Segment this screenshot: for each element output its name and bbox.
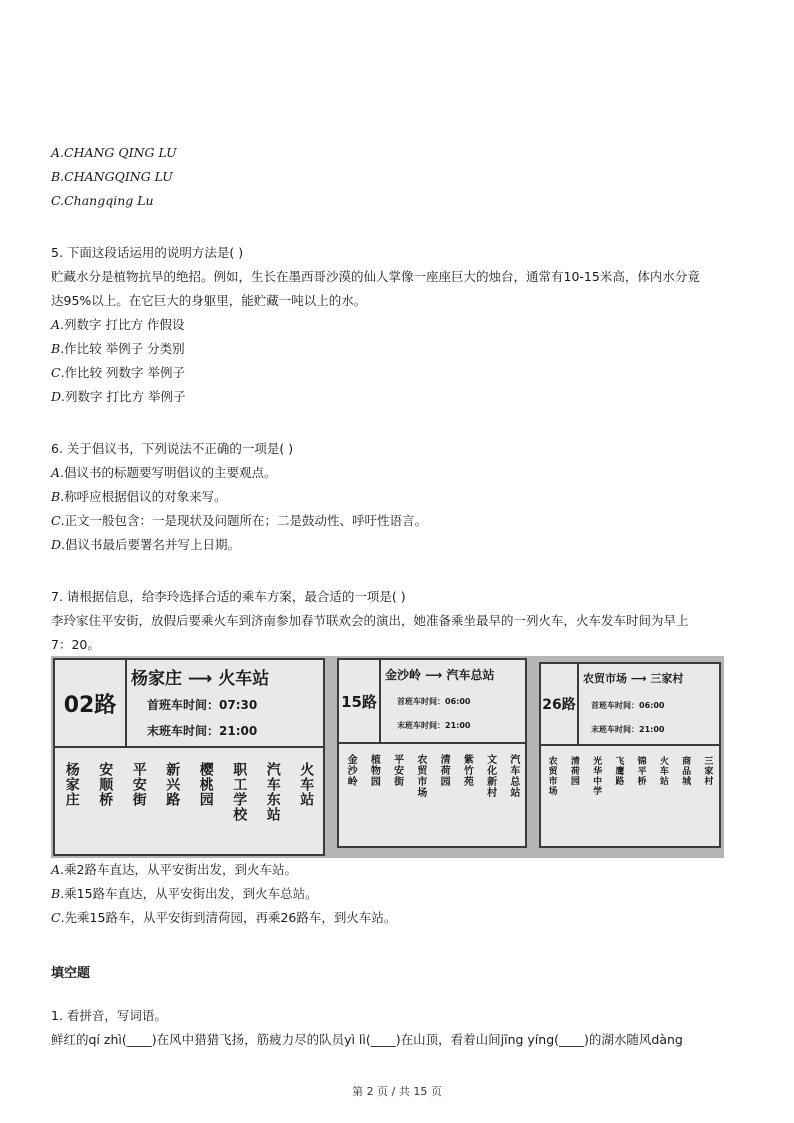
q5-option-b[interactable]: B.作比较 举例子 分类别	[51, 341, 185, 356]
q7-stem: 7. 请根据信息，给李玲选择合适的乘车方案，最合适的一项是( )	[51, 589, 406, 604]
bus-sign-number: 02路	[55, 660, 127, 746]
bus-sign-last-time: 末班车时间：21:00	[397, 721, 471, 730]
q5-passage-line-1: 贮藏水分是植物抗旱的绝招。例如，生长在墨西哥沙漠的仙人掌像一座座巨大的烛台，通常有10-15米高，体内水分竟	[51, 269, 700, 284]
bus-sign-stops	[339, 744, 525, 846]
fill-q1-stem: 1. 看拼音，写词语。	[51, 1008, 167, 1023]
prev-option-a: A.CHANG QING LU	[51, 145, 177, 160]
q6-option-a[interactable]: A.倡议书的标题要写明倡议的主要观点。	[51, 465, 277, 480]
bus-sign-route: 金沙岭 ⟶ 汽车总站	[385, 668, 495, 682]
bus-sign-route: 杨家庄 ⟶ 火车站	[131, 669, 270, 689]
stop-item: 文化新村	[484, 754, 496, 798]
stop-item: 锦平桥	[635, 756, 646, 786]
q7-passage-line-1: 李玲家住平安街，放假后要乘火车到济南参加春节联欢会的演出，她准备乘坐最早的一列火车，火车发车时间为早上	[51, 613, 689, 628]
stop-item: 樱桃园	[197, 762, 214, 807]
q6-stem: 6. 关于倡议书，下列说法不正确的一项是( )	[51, 441, 294, 456]
q5-option-a[interactable]: A.列数字 打比方 作假设	[51, 317, 185, 332]
stop-item: 新兴路	[164, 762, 181, 807]
stop-item: 农贸市场	[414, 754, 426, 798]
fill-q1-line: 鲜红的qí zhì(____)在风中猎猎飞扬，筋疲力尽的队员yì lì(____)在山顶，看着山间jīng yíng(____)的湖水随风dàng	[51, 1032, 683, 1047]
stop-item: 火车站	[657, 756, 668, 786]
stop-item: 汽车东站	[264, 762, 281, 822]
bus-sign-route: 农贸市场 ⟶ 三家村	[583, 672, 684, 685]
bus-sign-last-time: 末班车时间：21:00	[147, 724, 258, 738]
stop-item: 三家村	[702, 756, 713, 786]
bus-sign-stops	[541, 746, 719, 846]
q5-stem: 5. 下面这段话运用的说明方法是( )	[51, 245, 244, 260]
prev-option-c: C.Changqing Lu	[51, 193, 154, 208]
bus-route-signs-image	[51, 656, 724, 858]
q7-option-a[interactable]: A.乘2路车直达，从平安街出发，到火车站。	[51, 862, 297, 877]
q5-passage-line-2: 达95%以上。在它巨大的身躯里，能贮藏一吨以上的水。	[51, 293, 367, 308]
bus-sign-15	[337, 658, 527, 848]
bus-sign-last-time: 末班车时间：21:00	[591, 725, 665, 734]
bus-sign-first-time: 首班车时间：07:30	[147, 698, 258, 712]
bus-sign-number: 15路	[339, 660, 381, 742]
stop-item: 飞鹰路	[613, 756, 624, 786]
q7-option-b[interactable]: B.乘15路车直达，从平安街出发，到火车总站。	[51, 886, 318, 901]
q7-option-c[interactable]: C.先乘15路车，从平安街到清荷园，再乘26路车，到火车站。	[51, 910, 397, 925]
q6-option-c[interactable]: C.正文一般包含：一是现状及问题所在；二是鼓动性、呼吁性语言。	[51, 513, 428, 528]
q5-option-c[interactable]: C.作比较 列数字 举例子	[51, 365, 185, 380]
stop-item: 汽车总站	[507, 754, 519, 798]
q5-option-d[interactable]: D.列数字 打比方 举例子	[51, 389, 186, 404]
bus-sign-first-time: 首班车时间：06:00	[591, 701, 665, 710]
stop-item: 光华中学	[591, 756, 602, 796]
stop-item: 安顺桥	[97, 762, 114, 807]
stop-item: 清荷园	[568, 756, 579, 786]
prev-option-b: B.CHANGQING LU	[51, 169, 173, 184]
stop-item: 紫竹苑	[461, 754, 473, 787]
page-footer: 第 2 页 / 共 15 页	[352, 1085, 442, 1098]
stop-item: 火车站	[298, 762, 315, 807]
stop-item: 平安街	[391, 754, 403, 787]
bus-sign-26	[539, 662, 721, 848]
stop-item: 平安街	[130, 762, 147, 807]
stop-item: 清荷园	[438, 754, 450, 787]
q6-option-b[interactable]: B.称呼应根据倡议的对象来写。	[51, 489, 227, 504]
q7-passage-line-2: 7：20。	[51, 637, 100, 652]
stop-item: 职工学校	[231, 762, 248, 822]
stop-item: 农贸市场	[546, 756, 557, 796]
bus-sign-stops	[55, 748, 323, 854]
stop-item: 杨家庄	[63, 762, 80, 807]
q6-option-d[interactable]: D.倡议书最后要署名并写上日期。	[51, 537, 241, 552]
bus-sign-02	[53, 658, 325, 856]
bus-sign-number: 26路	[541, 664, 579, 744]
stop-item: 金沙岭	[345, 754, 357, 787]
stop-item: 植物园	[368, 754, 380, 787]
bus-sign-first-time: 首班车时间：06:00	[397, 697, 471, 706]
stop-item: 商品城	[680, 756, 691, 786]
section-heading-fill-in: 填空题	[51, 966, 91, 981]
